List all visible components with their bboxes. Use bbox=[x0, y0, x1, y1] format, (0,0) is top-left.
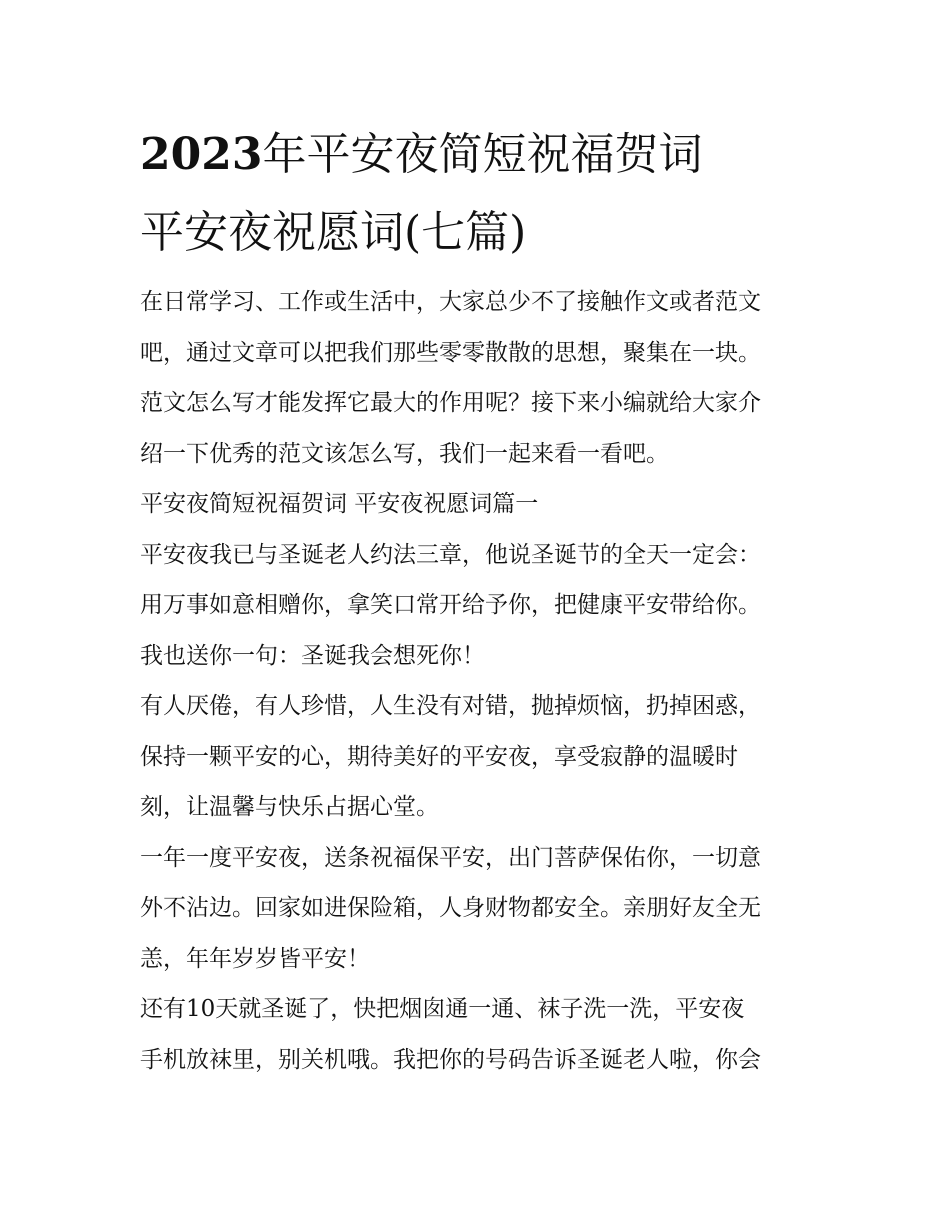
body-line-13: 恙，年年岁岁皆平安！ bbox=[140, 945, 370, 972]
title-line-1-text: 年平安夜简短祝福贺词 bbox=[262, 129, 703, 180]
document-body bbox=[140, 277, 820, 1085]
body-line-7: 我也送你一句：圣诞我会想死你！ bbox=[140, 642, 485, 669]
body-line-15: 手机放袜里，别关机哦。我把你的号码告诉圣诞老人啦，你会 bbox=[140, 1046, 761, 1073]
body-line-12: 外不沾边。回家如进保险箱，人身财物都安全。亲朋好友全无 bbox=[140, 895, 761, 921]
body-line-intro-4: 绍一下优秀的范文该怎么写，我们一起来看一看吧。 bbox=[140, 440, 669, 467]
body-line-intro-2: 吧，通过文章可以把我们那些零零散散的思想，聚集在一块。 bbox=[140, 339, 761, 366]
body-line-6: 用万事如意相赠你，拿笑口常开给予你，把健康平安带给你。 bbox=[140, 592, 761, 618]
document-title bbox=[140, 116, 840, 272]
body-line-8: 有人厌倦，有人珍惜，人生没有对错，抛掉烦恼，扔掉困惑， bbox=[140, 693, 761, 719]
title-line-1 bbox=[140, 116, 840, 194]
section-heading-1: 平安夜简短祝福贺词 平安夜祝愿词篇一 bbox=[140, 491, 539, 517]
body-line-11: 一年一度平安夜，送条祝福保平安，出门菩萨保佑你，一切意 bbox=[140, 844, 761, 871]
body-line-intro-3: 范文怎么写才能发挥它最大的作用呢？接下来小编就给大家介 bbox=[140, 390, 761, 416]
title-year: 2023 bbox=[140, 129, 263, 180]
body-line-10: 刻，让温馨与快乐占据心堂。 bbox=[140, 794, 439, 820]
body-line-9: 保持一颗平安的心，期待美好的平安夜，享受寂静的温暖时 bbox=[140, 743, 738, 770]
title-line-2: 平安夜祝愿词(七篇) bbox=[140, 207, 527, 258]
body-line-14: 还有10天就圣诞了，快把烟囱通一通、袜子洗一洗，平安夜 bbox=[140, 996, 745, 1022]
body-line-5: 平安夜我已与圣诞老人约法三章，他说圣诞节的全天一定会： bbox=[140, 541, 761, 568]
body-line-intro-1: 在日常学习、工作或生活中，大家总少不了接触作文或者范文 bbox=[140, 289, 761, 315]
